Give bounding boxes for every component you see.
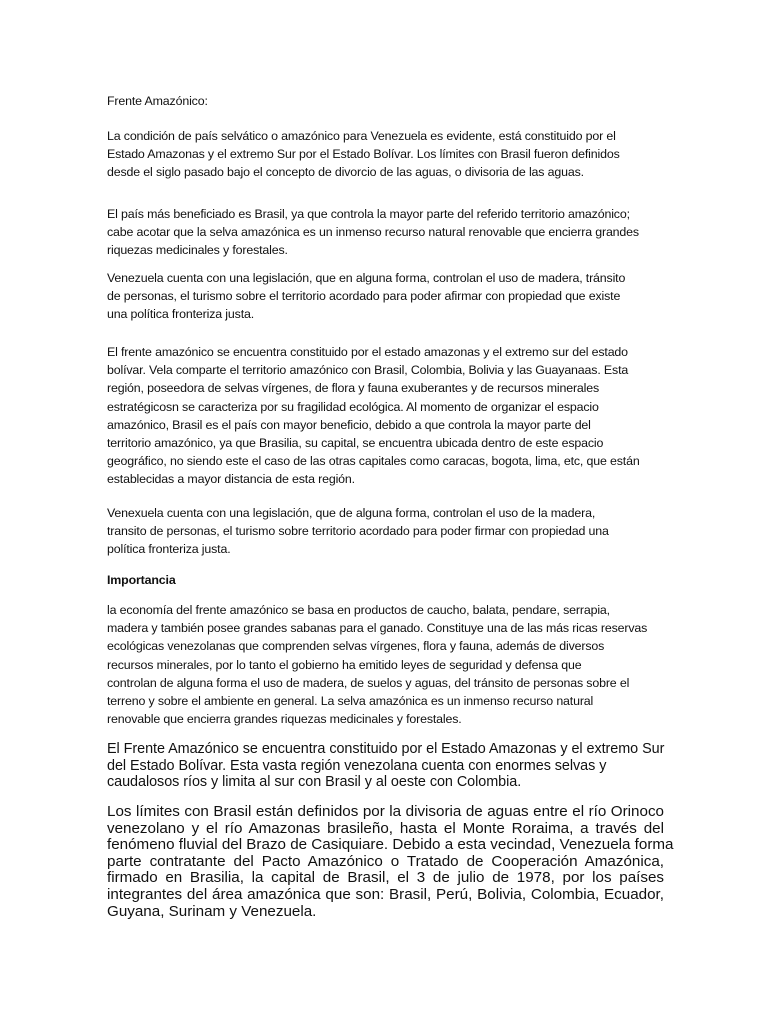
text-line: amazónico, Brasil es el país con mayor beneficio, debido a que controla la mayor parte del: [107, 417, 591, 432]
text-line: controlan de alguna forma el uso de madera, de suelos y aguas, del tránsito de personas sobre el: [107, 675, 630, 690]
text-line: La condición de país selvático o amazónico para Venezuela es evidente, está constituido por el: [107, 129, 616, 143]
text-line: política fronteriza justa.: [107, 542, 231, 557]
text-line: la economía del frente amazónico se basa en productos de caucho, balata, pendare, serrapia,: [107, 603, 610, 617]
text-line: Estado Amazonas y el extremo Sur por el Estado Bolívar. Los límites con Brasil fueron definidos: [107, 147, 620, 162]
text-line: del Estado Bolívar. Esta vasta región venezolana cuenta con enormes selvas y: [107, 757, 607, 774]
text-line: transito de personas, el turismo sobre territorio acordado para poder firmar con propiedad una: [107, 524, 609, 539]
text-line: Los límites con Brasil están definidos por la divisoria de aguas entre el río Orinoco: [107, 803, 664, 820]
paragraph-7: [107, 741, 667, 791]
text-line: una política fronteriza justa.: [107, 307, 255, 322]
text-line: El frente amazónico se encuentra constituido por el estado amazonas y el extremo sur del estado: [107, 345, 628, 359]
text-line: de personas, el turismo sobre el territorio acordado para poder afirmar con propiedad que existe: [107, 289, 621, 304]
paragraph-1: [107, 127, 667, 182]
paragraph-5: [107, 504, 667, 559]
subheading-importancia: [107, 571, 667, 589]
text-line: recursos minerales, por lo tanto el gobierno ha emitido leyes de seguridad y defensa que: [107, 657, 582, 672]
heading-text: Frente Amazónico:: [107, 94, 208, 108]
paragraph-6: [107, 601, 667, 728]
text-line: Venexuela cuenta con una legislación, que de alguna forma, controlan el uso de la madera,: [107, 506, 596, 520]
text-line: bolívar. Vela comparte el territorio amazónico con Brasil, Colombia, Bolivia y las Guayanaas. Esta: [107, 363, 629, 378]
paragraph-8: [107, 803, 674, 920]
paragraph-4: [107, 343, 667, 489]
paragraph-2: [107, 205, 667, 260]
text-line: geográfico, no siendo este el caso de las otras capitales como caracas, bogota, lima, etc, que están: [107, 454, 640, 469]
text-line: El Frente Amazónico se encuentra constituido por el Estado Amazonas y el extremo Sur: [107, 741, 665, 757]
text-line: parte contratante del Pacto Amazónico o Tratado de Cooperación Amazónica,: [107, 852, 664, 870]
text-line: integrantes del área amazónica que son: Brasil, Perú, Bolivia, Colombia, Ecuador,: [107, 885, 664, 903]
text-line: riquezas medicinales y forestales.: [107, 243, 288, 258]
section-heading: [107, 92, 667, 110]
text-line: firmado en Brasilia, la capital de Brasil, el 3 de julio de 1978, por los países: [107, 869, 664, 887]
text-line: Venezuela cuenta con una legislación, que en alguna forma, controlan el uso de madera, tránsito: [107, 271, 626, 285]
text-line: madera y también posee grandes sabanas para el ganado. Constituye una de las más ricas reservas: [107, 621, 648, 636]
text-line: El país más beneficiado es Brasil, ya que controla la mayor parte del referido territorio amazónico;: [107, 207, 630, 221]
text-line: estratégicosn se caracteriza por su fragilidad ecológica. Al momento de organizar el espacio: [107, 399, 599, 414]
subheading-text: Importancia: [107, 573, 176, 587]
text-line: territorio amazónico, ya que Brasilia, su capital, se encuentra ubicada dentro de este espacio: [107, 436, 604, 451]
text-line: ecológicas venezolanas que comprenden selvas vírgenes, flora y fauna, además de diversos: [107, 639, 605, 654]
text-line: establecidas a mayor distancia de esta región.: [107, 472, 355, 487]
text-line: terreno y sobre el ambiente en general. La selva amazónica es un inmenso recurso natural: [107, 694, 594, 709]
text-line: caudalosos ríos y limita al sur con Brasil y al oeste con Colombia.: [107, 774, 522, 791]
text-line: venezolano y el río Amazonas brasileño, hasta el Monte Roraima, a través del: [107, 819, 664, 837]
text-line: Guyana, Surinam y Venezuela.: [107, 902, 317, 920]
text-line: fenómeno fluvial del Brazo de Casiquiare. Debido a esta vecindad, Venezuela forma: [107, 836, 674, 854]
paragraph-3: [107, 269, 667, 324]
text-line: cabe acotar que la selva amazónica es un inmenso recurso natural renovable que encierra grandes: [107, 225, 639, 240]
text-line: región, poseedora de selvas vírgenes, de flora y fauna exuberantes y de recursos minerales: [107, 381, 600, 396]
text-line: desde el siglo pasado bajo el concepto de divorcio de las aguas, o divisoria de las aguas.: [107, 165, 584, 180]
text-line: renovable que encierra grandes riquezas medicinales y forestales.: [107, 712, 462, 727]
